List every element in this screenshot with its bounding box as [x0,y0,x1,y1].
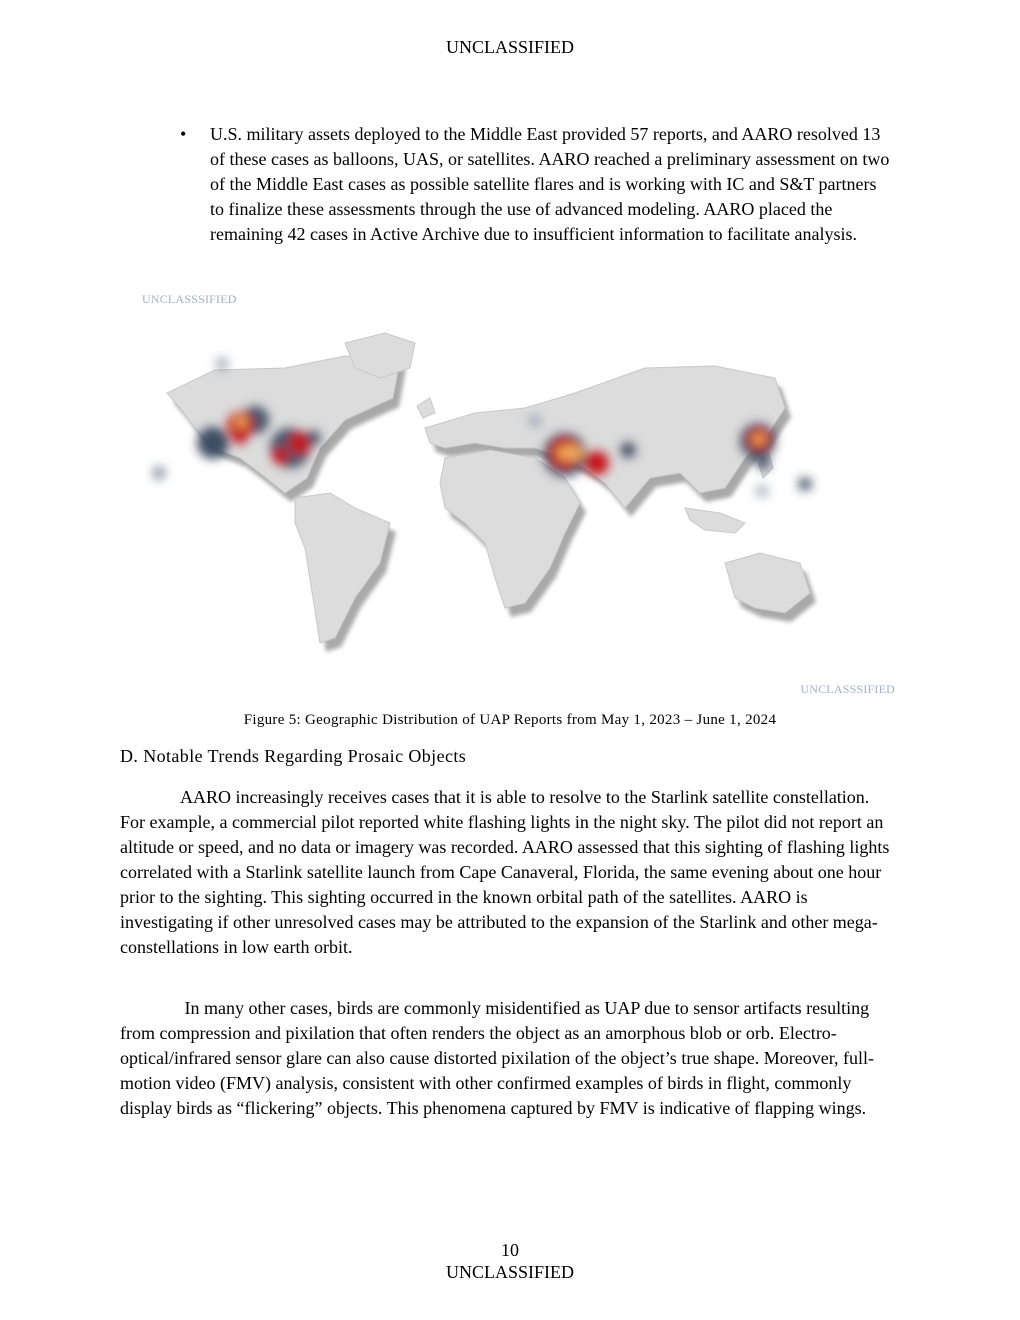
world-map-image [145,308,880,670]
indonesia-shape [685,508,745,533]
figure-caption: Figure 5: Geographic Distribution of UAP Reports from May 1, 2023 – June 1, 2024 [243,712,777,728]
heat-spot [232,428,248,444]
heat-spot [556,445,584,461]
header-classification: UNCLASSIFIED [445,37,574,57]
figure-marking-bottom: UNCLASSSIFIED [800,682,895,696]
footer-classification: UNCLASSIFIED [445,1262,574,1282]
heat-spot [585,451,609,475]
south-america-shape [295,493,390,643]
heat-spot [620,442,636,458]
heat-spot [753,433,765,445]
heat-spot [235,416,247,428]
heat-spot [305,430,321,446]
figure-marking-top: UNCLASSSIFIED [142,292,237,306]
paragraph [120,996,895,1121]
paragraph [120,785,895,960]
heat-spot [528,414,542,428]
section-heading: D. Notable Trends Regarding Prosaic Objects [120,746,467,766]
bullet-text: U.S. military assets deployed to the Middle East provided 57 reports, and AARO resolved 13 of these cases as balloons, UAS, or satellites. AARO reached a preliminary assessment on two of the Middle East cases as possible satellite flares and is working with IC and S&T partners to finalize these assessments through the use of advanced modeling. AARO placed the remaining 42 cases in Active Archive due to insufficient information to facilitate analysis. [210,124,890,244]
uk-shape [417,398,435,418]
heat-spot [755,484,769,498]
bullet-symbol: • [180,124,187,144]
paragraph-text: In many other cases, birds are commonly misidentified as UAP due to sensor artifacts resulting from compression and pixilation that often renders the object as an amorphous blob or orb. Electro-optical/infrared sensor glare can also cause distorted pixilation of the object’s true shape. Moreover, full-motion video (FMV) analysis, consistent with other confirmed examples of birds in flight, commonly display birds as “flickering” objects. This phenomena captured by FMV is indicative of flapping wings. [120,998,875,1118]
land-masses [167,333,810,643]
heat-spot [197,427,229,459]
page-number: 10 [501,1240,519,1260]
heat-spot [798,477,812,491]
heat-spot [272,448,288,464]
paragraph-text: AARO increasingly receives cases that it is able to resolve to the Starlink satellite constellation. For example, a commercial pilot reported white flashing lights in the night sky. The pilot did not report an altitude or speed, and no data or imagery was recorded. AARO assessed that this sighting of flashing lights correlated with a Starlink satellite launch from Cape Canaveral, Florida, the same evening about one hour prior to the sighting. This sighting occurred in the known orbital path of the satellites. AARO is investigating if other unresolved cases may be attributed to the expansion of the Starlink and other mega-constellations in low earth orbit. [120,787,890,957]
north-america-shape [167,356,400,493]
world-heatmap-figure [145,308,880,670]
bullet-item [180,122,890,247]
heat-spot [215,357,229,371]
heat-spot [152,466,166,480]
heat-spot [756,456,770,470]
